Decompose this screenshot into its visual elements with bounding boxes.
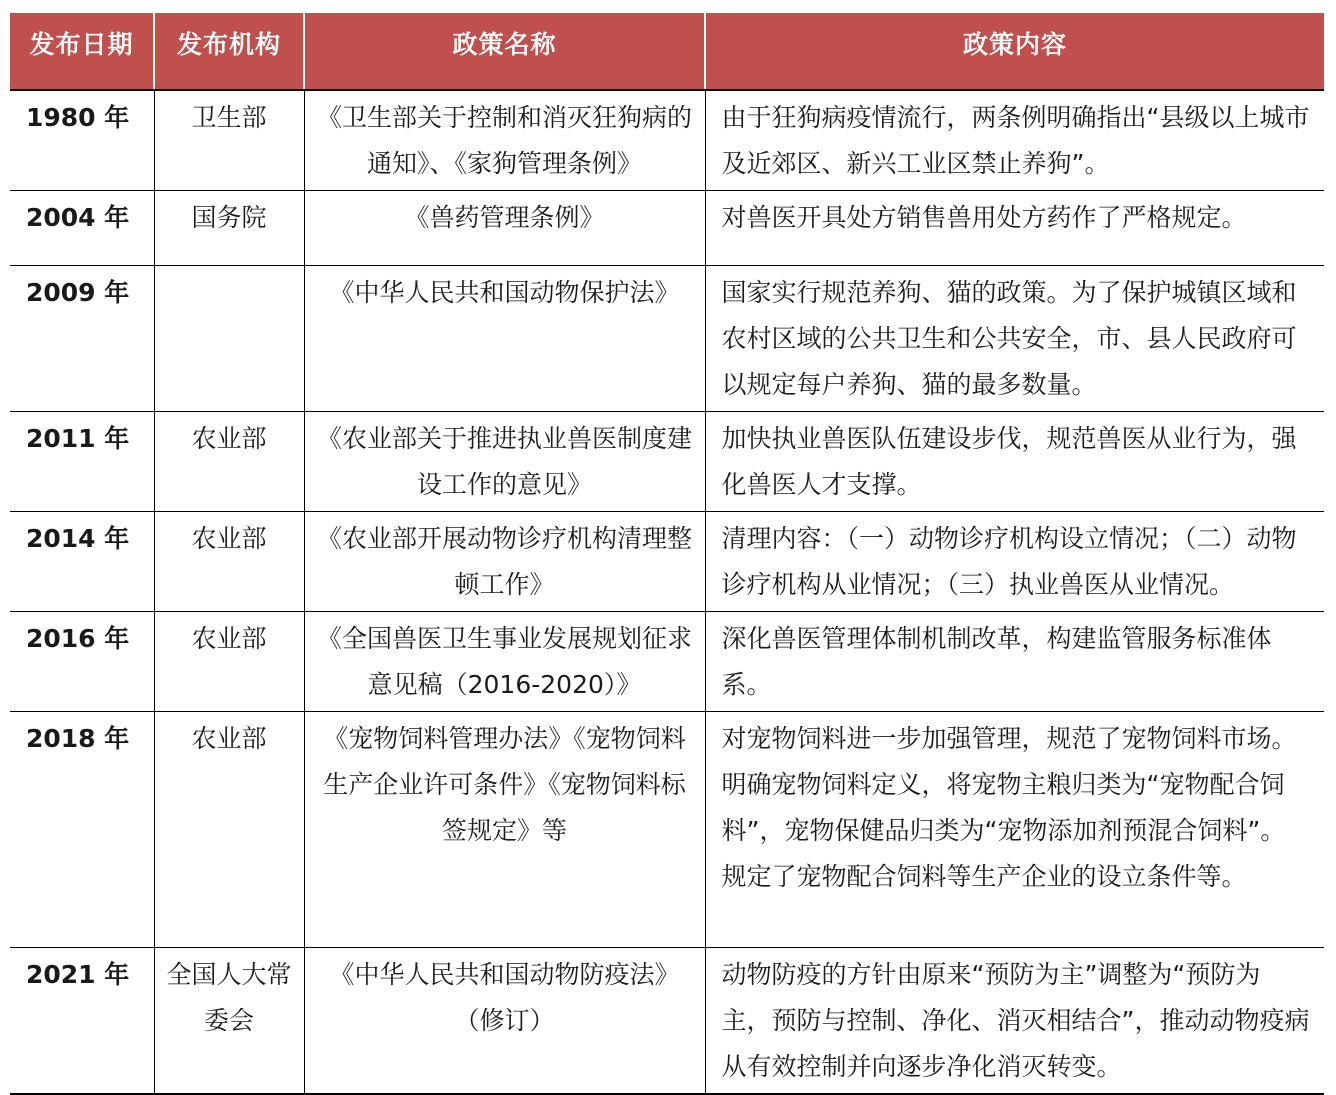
row-org: 国务院 [154,191,304,266]
table-row [10,512,1324,612]
header-date: 发布日期 [10,13,154,90]
header-policy-content: 政策内容 [705,13,1324,90]
table-row [10,191,1324,266]
row-date: 2009 年 [10,266,154,412]
row-date: 2016 年 [10,612,154,712]
table-row [10,90,1324,191]
row-date: 2011 年 [10,412,154,512]
row-policy-content: 动物防疫的方针由原来“预防为主”调整为“预防为主，预防与控制、净化、消灭相结合”，推动动物疫病从有效控制并向逐步净化消灭转变。 [705,948,1324,1095]
row-org: 农业部 [154,712,304,948]
row-policy-name: 《卫生部关于控制和消灭狂狗病的通知》、《家狗管理条例》 [304,90,705,191]
row-date: 2018 年 [10,712,154,948]
policy-table-container [10,13,1324,1095]
table-row [10,948,1324,1095]
row-org: 农业部 [154,612,304,712]
row-date: 2004 年 [10,191,154,266]
row-date: 2014 年 [10,512,154,612]
row-policy-content: 清理内容：（一）动物诊疗机构设立情况；（二）动物诊疗机构从业情况；（三）执业兽医从业情况。 [705,512,1324,612]
row-policy-content: 对兽医开具处方销售兽用处方药作了严格规定。 [705,191,1324,266]
row-policy-content: 加快执业兽医队伍建设步伐，规范兽医从业行为，强化兽医人才支撑。 [705,412,1324,512]
row-policy-name: 《农业部开展动物诊疗机构清理整顿工作》 [304,512,705,612]
row-org [154,266,304,412]
row-policy-content: 对宠物饲料进一步加强管理，规范了宠物饲料市场。明确宠物饲料定义，将宠物主粮归类为“宠物配合饲料”，宠物保健品归类为“宠物添加剂预混合饲料”。规定了宠物配合饲料等生产企业的设立条件等。 [705,712,1324,948]
row-policy-name: 《兽药管理条例》 [304,191,705,266]
row-org: 农业部 [154,512,304,612]
table-row [10,712,1324,948]
row-policy-name: 《宠物饲料管理办法》《宠物饲料生产企业许可条件》《宠物饲料标签规定》等 [304,712,705,948]
row-policy-name: 《中华人民共和国动物保护法》 [304,266,705,412]
row-date: 2021 年 [10,948,154,1095]
row-policy-name: 《全国兽医卫生事业发展规划征求意见稿（2016-2020）》 [304,612,705,712]
row-policy-name: 《农业部关于推进执业兽医制度建设工作的意见》 [304,412,705,512]
row-org: 卫生部 [154,90,304,191]
header-org: 发布机构 [154,13,304,90]
header-policy-name: 政策名称 [304,13,705,90]
policy-table [10,13,1324,1095]
row-org: 全国人大常委会 [154,948,304,1095]
table-header-row [10,13,1324,90]
table-row [10,412,1324,512]
row-date: 1980 年 [10,90,154,191]
row-policy-content: 国家实行规范养狗、猫的政策。为了保护城镇区域和农村区域的公共卫生和公共安全，市、县人民政府可以规定每户养狗、猫的最多数量。 [705,266,1324,412]
row-policy-content: 深化兽医管理体制机制改革，构建监管服务标准体系。 [705,612,1324,712]
table-row [10,266,1324,412]
row-policy-content: 由于狂狗病疫情流行，两条例明确指出“县级以上城市及近郊区、新兴工业区禁止养狗”。 [705,90,1324,191]
row-org: 农业部 [154,412,304,512]
table-row [10,612,1324,712]
row-policy-name: 《中华人民共和国动物防疫法》（修订） [304,948,705,1095]
